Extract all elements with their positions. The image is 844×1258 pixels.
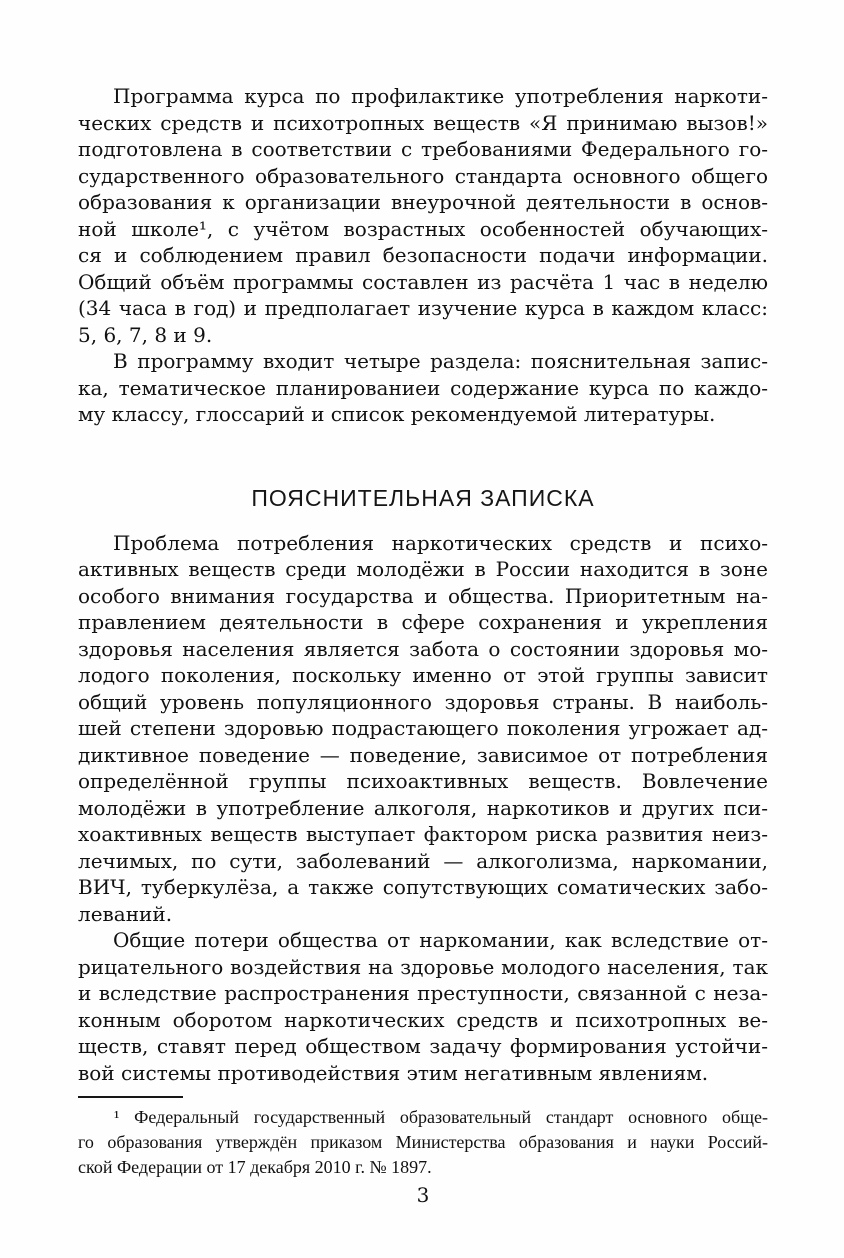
- text-line: здоровья населения является забота о состоянии здоровья мо-: [78, 636, 768, 661]
- text-line: подготовлена в соответствии с требованиями Федерального го-: [78, 137, 768, 161]
- footnote: [78, 1096, 768, 1180]
- text-line: В программу входит четыре раздела: пояснительная запис-: [113, 349, 768, 373]
- text-line: ной школе¹, с учётом возрастных особенностей обучающих-: [78, 216, 768, 241]
- page-number: 3: [416, 1183, 430, 1207]
- paragraph-section-2: [78, 927, 768, 1086]
- text-line: лодого поколения, поскольку именно от этой группы зависит: [78, 663, 768, 687]
- explanatory-note-section: [78, 530, 768, 1087]
- text-line: молодёжи в употребление алкоголя, наркотиков и других пси-: [78, 795, 768, 820]
- text-line: определённой группы психоактивных веществ. Вовлечение: [78, 769, 768, 793]
- text-line: ка, тематическое планированиеи содержание курса по каждо-: [78, 375, 768, 400]
- text-line: общий уровень популяционного здоровья страны. В наиболь-: [78, 689, 768, 714]
- text-line: ской Федерации от 17 декабря 2010 г. № 1897.: [78, 1157, 432, 1177]
- text-line: правлением деятельности в сфере сохранения и укрепления: [78, 610, 768, 634]
- text-line: ческих средств и психотропных веществ «Я принимаю вызов!»: [78, 110, 768, 135]
- text-line: ВИЧ, туберкулёза, а также сопутствующих соматических забо-: [78, 875, 768, 899]
- text-line: хоактивных веществ выступает фактором риска развития неиз-: [78, 822, 768, 846]
- text-line: Проблема потребления наркотических средств и психо-: [113, 530, 768, 555]
- text-line: го образования утверждён приказом Министерства образования и науки Россий-: [78, 1132, 768, 1152]
- footnote-separator-rule: [78, 1096, 183, 1098]
- text-line: сударственного образовательного стандарта основного общего: [78, 163, 768, 188]
- footnote-text: [78, 1105, 768, 1180]
- text-line: активных веществ среди молодёжи в России находится в зоне: [78, 557, 768, 581]
- text-line: ся и соблюдением правил безопасности подачи информации.: [78, 243, 768, 267]
- text-line: Общие потери общества от наркомании, как вследствие от-: [113, 928, 768, 952]
- text-line: диктивное поведение — поведение, зависимое от потребления: [78, 742, 768, 767]
- text-line: му классу, глоссарий и список рекомендуемой литературы.: [78, 402, 716, 426]
- text-line: ¹ Федеральный государственный образовательный стандарт основного обще-: [114, 1107, 768, 1127]
- paragraph-intro-2: [78, 348, 768, 428]
- paragraph-section-1: [78, 530, 768, 928]
- intro-section: [78, 83, 768, 428]
- section-heading: ПОЯСНИТЕЛЬНАЯ ЗАПИСКА: [251, 484, 595, 511]
- text-line: и вследствие распространения преступности, связанной с неза-: [78, 981, 768, 1005]
- text-line: 5, 6, 7, 8 и 9.: [78, 322, 213, 347]
- text-line: (34 часа в год) и предполагает изучение курса в каждом класс:: [78, 296, 768, 320]
- text-line: леваний.: [78, 901, 173, 926]
- paragraph-intro-1: [78, 83, 768, 348]
- text-line: Общий объём программы составлен из расчёта 1 час в неделю: [78, 269, 768, 294]
- text-line: рицательного воздействия на здоровье молодого населения, так: [78, 954, 768, 979]
- text-line: вой системы противодействия этим негативным явлениям.: [78, 1060, 709, 1085]
- text-line: ществ, ставят перед обществом задачу формирования устойчи-: [78, 1034, 768, 1058]
- text-line: шей степени здоровью подрастающего поколения угрожает ад-: [78, 716, 768, 740]
- page-text-block: [78, 83, 768, 1086]
- text-line: конным оборотом наркотических средств и психотропных ве-: [78, 1007, 768, 1032]
- text-line: образования к организации внеурочной деятельности в основ-: [78, 190, 768, 214]
- text-line: Программа курса по профилактике употребления наркоти-: [113, 84, 768, 108]
- text-line: лечимых, по сути, заболеваний — алкоголизма, наркомании,: [78, 848, 768, 873]
- text-line: особого внимания государства и общества. Приоритетным на-: [78, 583, 768, 608]
